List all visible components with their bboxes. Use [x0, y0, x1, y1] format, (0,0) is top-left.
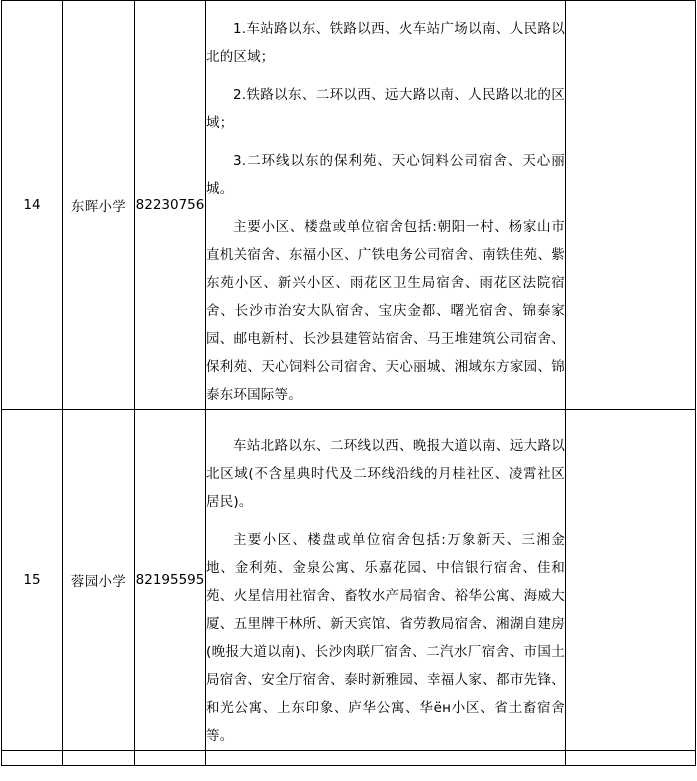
table-row — [2, 410, 696, 751]
zone-paragraph: 1.车站路以东、铁路以西、火车站广场以南、人民路以北的区域； — [206, 21, 565, 65]
school-zone-cell — [206, 410, 566, 751]
zone-paragraph: 主要小区、楼盘或单位宿舍包括:万象新天、三湘金地、金利苑、金泉公寓、乐嘉花园、中信银行宿舍、佳和苑、火星信用社宿舍、畜牧水产局宿舍、裕华公寓、海威大厦、五里牌干林所、新天宾馆、省劳教局宿舍、湘湖自建房(晚报大道以南)、长沙肉联厂宿舍、二汽水厂宿舍、市国土局宿舍、安全厅宿舍、泰时新雅园、幸福人家、都市先锋、和光公寓、上东印象、庐华公寓、华ён小区、省土畜宿舍等。 — [206, 532, 565, 744]
table-row-partial — [2, 751, 696, 766]
school-phone-cell: 82195595 — [135, 410, 206, 751]
zone-paragraph: 主要小区、楼盘或单位宿舍包括:朝阳一村、杨家山市直机关宿舍、东福小区、广铁电务公司宿舍、南铁佳苑、紫东苑小区、新兴小区、雨花区卫生局宿舍、雨花区法院宿舍、长沙市治安大队宿舍、宝庆金都、曙光宿舍、锦泰家园、邮电新村、长沙县建管站宿舍、马王堆建筑公司宿舍、保利苑、天心饲料公司宿舍、天心丽城、湘域东方家园、锦泰东环国际等。 — [206, 219, 565, 403]
extra-cell — [566, 751, 696, 766]
school-name-cell: 蓉园小学 — [63, 410, 135, 751]
school-zone-cell — [206, 1, 566, 410]
row-index-cell — [2, 751, 63, 766]
row-index-cell: 14 — [2, 1, 63, 410]
table-row — [2, 1, 696, 410]
zone-paragraph: 车站北路以东、二环线以西、晚报大道以南、远大路以北区域(不含星典时代及二环线沿线的月桂社区、凌霄社区居民)。 — [206, 438, 565, 510]
school-name-cell — [63, 751, 135, 766]
zone-paragraph: 3.二环线以东的保利苑、天心饲料公司宿舍、天心丽城。 — [206, 153, 565, 197]
school-phone-cell — [135, 751, 206, 766]
row-index-cell: 15 — [2, 410, 63, 751]
extra-cell — [566, 410, 696, 751]
extra-cell — [566, 1, 696, 410]
school-zone-cell — [206, 751, 566, 766]
school-phone-cell: 82230756 — [135, 1, 206, 410]
school-district-table — [1, 0, 696, 766]
school-name-cell: 东晖小学 — [63, 1, 135, 410]
zone-paragraph: 2.铁路以东、二环以西、远大路以南、人民路以北的区域； — [206, 87, 565, 131]
